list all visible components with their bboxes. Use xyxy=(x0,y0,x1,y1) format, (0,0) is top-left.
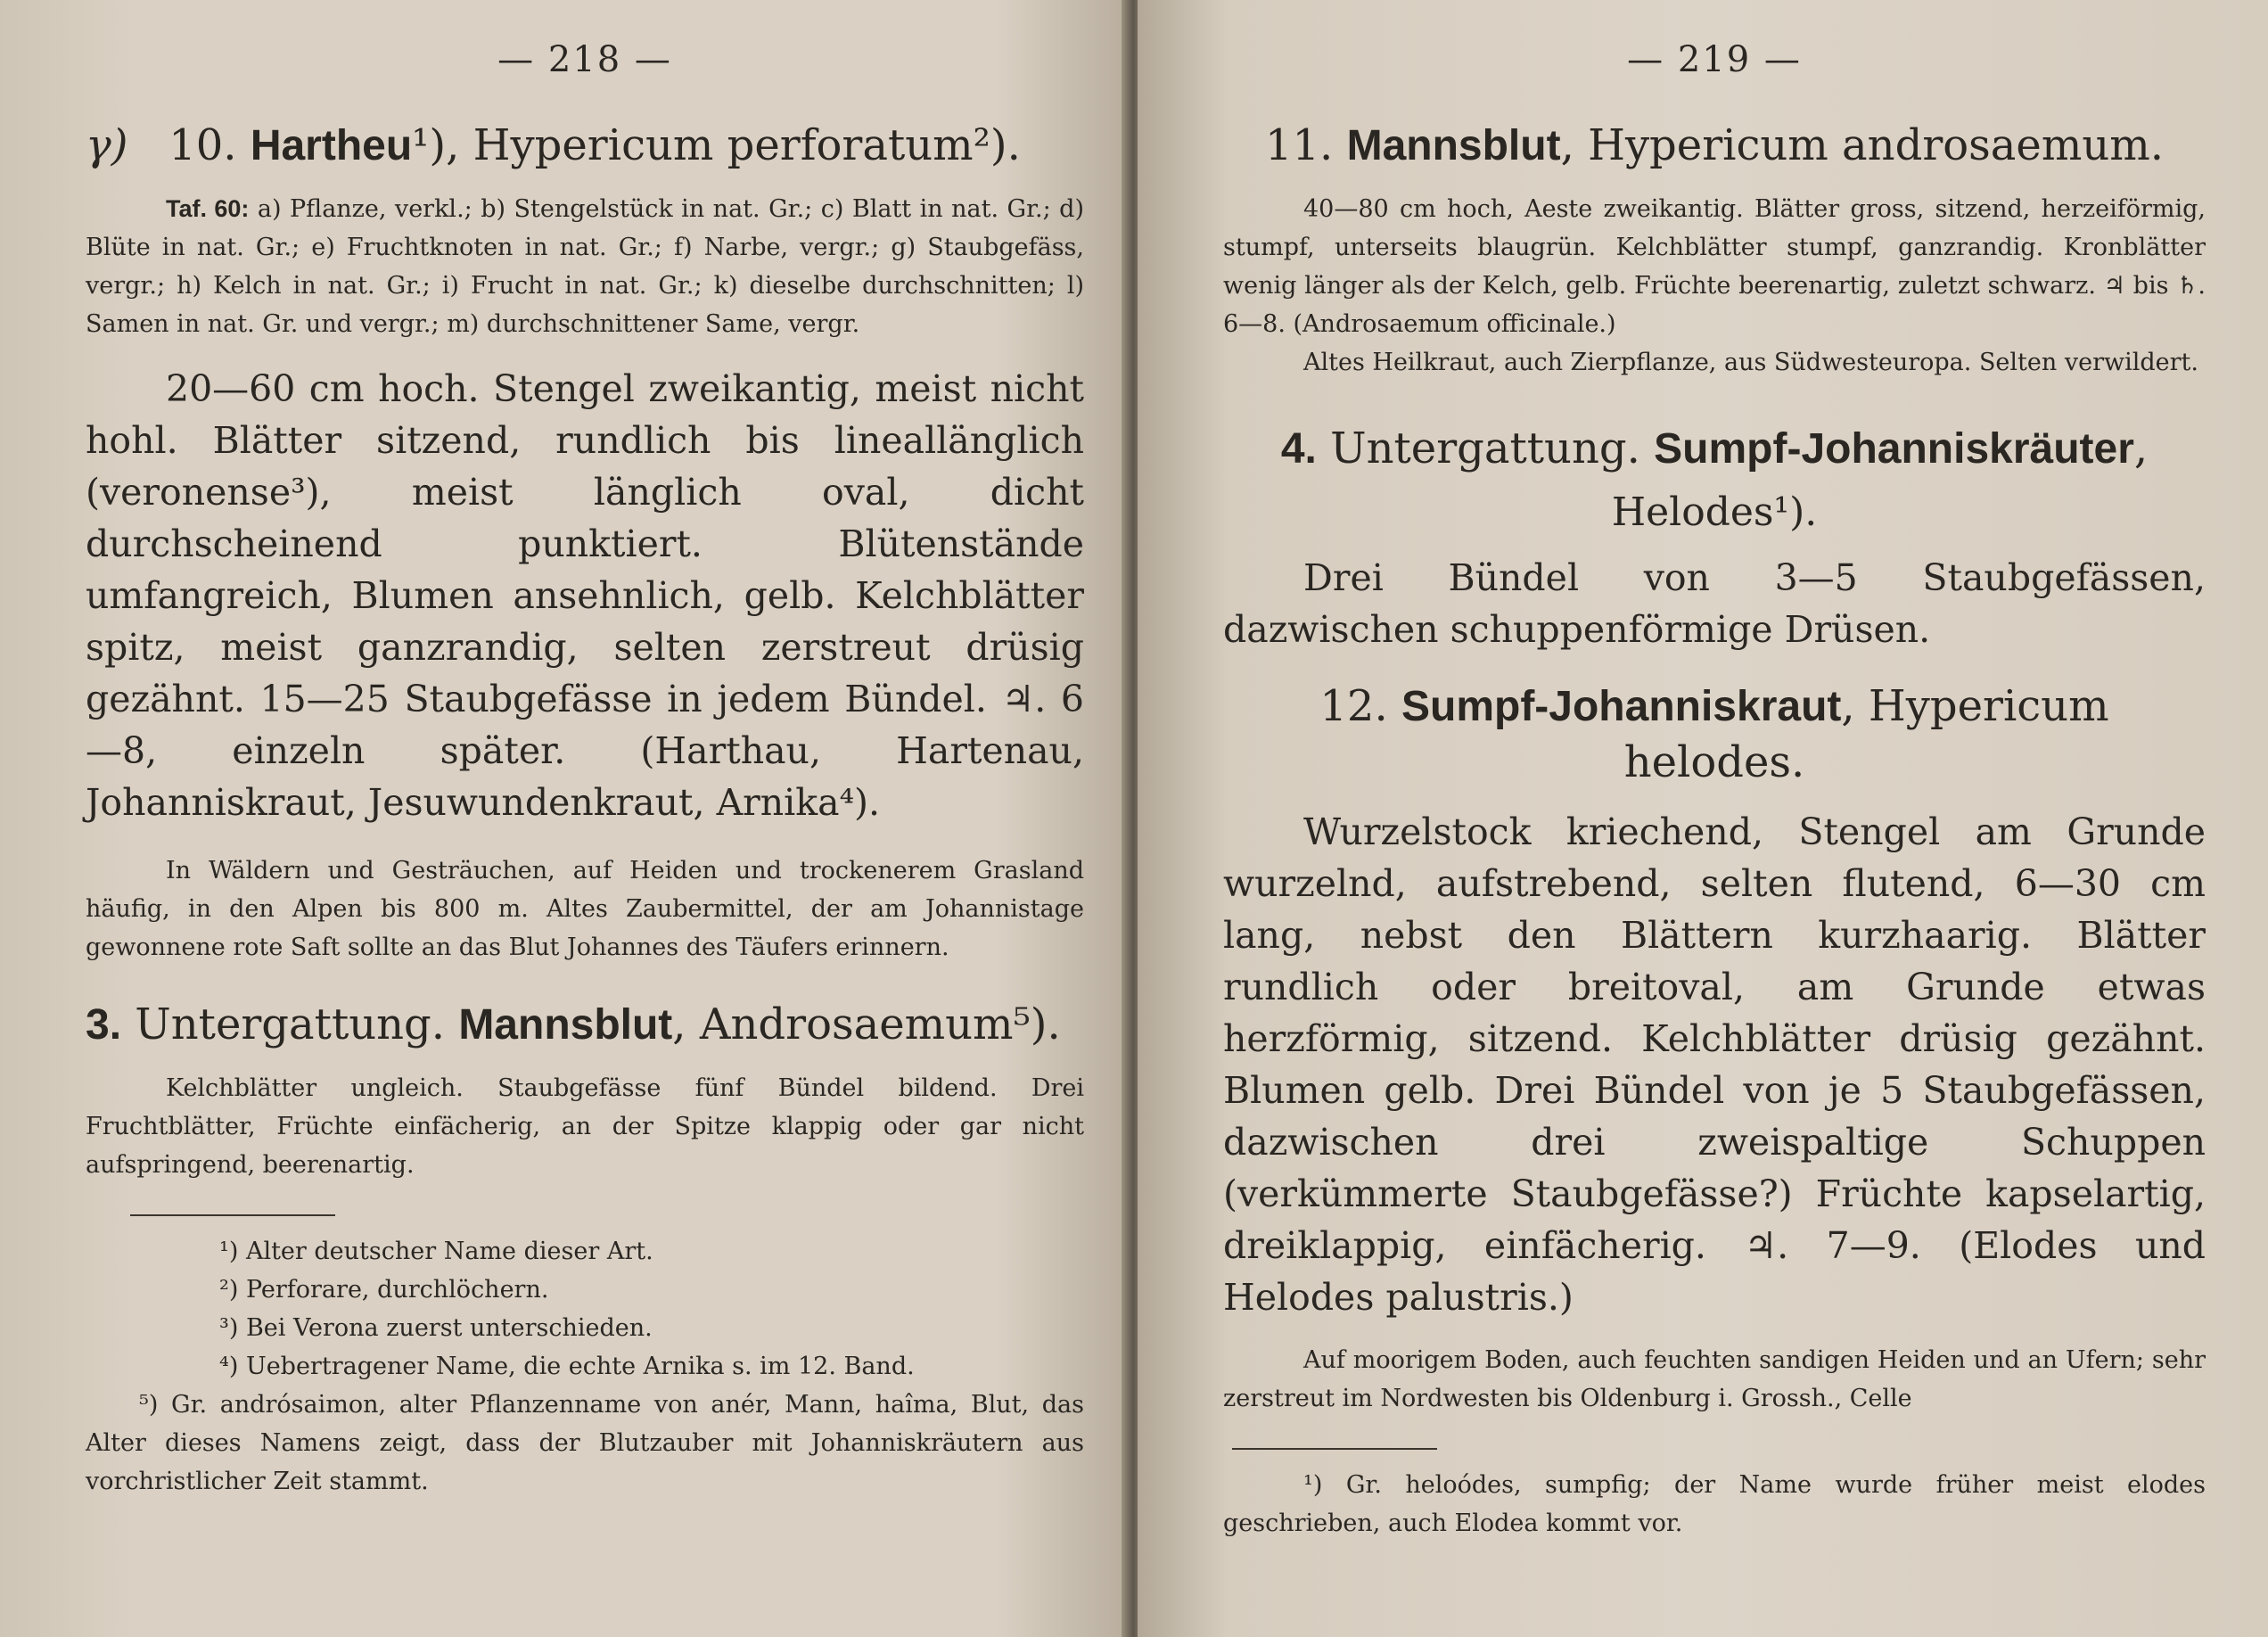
description-mannsblut: 40—80 cm hoch, Aeste zweikantig. Blätter gross, sitzend, herzeiförmig, stumpf, unterseits blaugrün. Kelchblätter stumpf, ganzrandig. Kronblätter wenig länger als der Kelch, gelb. Früchte beerenartig, zuletzt schwarz. ♃ bis ♄. 6—8. (Androsaemum officinale.) xyxy=(1223,195,2206,338)
footnote-right-1: ¹) Gr. heloódes, sumpfig; der Name wurde früher meist elodes geschrieben, auch Elodea kommt vor. xyxy=(1223,1471,2206,1537)
footnote-2: ²) Perforare, durchlöchern. xyxy=(219,1276,549,1304)
section-4-rest: , xyxy=(2133,424,2149,473)
plate-label: Taf. 60: xyxy=(166,195,250,222)
description-sumpf-johanniskraut: Wurzelstock kriechend, Stengel am Grunde wurzelnd, aufstrebend, selten flutend, 6—30 cm lang, nebst den Blättern kurzhaarig. Blätter rundlich oder breitoval, am Grunde etwas herzförmig, sitzend. Kelchblätter drüsig gezähnt. Blumen gelb. Drei Bündel von je 5 Staubgefässen, dazwischen drei zweispaltige Schuppen (verkümmerte Staubgefässe?) Früchte kapselartig, dreiklappig, einfächerig. ♃. 7—9. (Elodes und Helodes palustris.) xyxy=(1223,810,2206,1319)
section-3-pre: Untergattung. xyxy=(135,999,446,1049)
heading-hartheu xyxy=(86,118,1084,174)
section-3-name: Mannsblut xyxy=(458,1001,673,1049)
section-4-name: Sumpf-Johanniskräuter xyxy=(1654,425,2134,473)
section-4-number: 4. xyxy=(1280,425,1317,473)
page-number-left: — 218 — xyxy=(497,39,672,80)
section-4-heading xyxy=(1223,421,2206,477)
footnote-rule-right xyxy=(1232,1448,1437,1450)
footnote-4: ⁴) Uebertragener Name, die echte Arnika s. im 12. Band. xyxy=(219,1353,915,1380)
footnote-rule xyxy=(130,1214,335,1216)
heading-mannsblut xyxy=(1223,118,2206,174)
habitat-hartheu: In Wäldern und Gesträuchen, auf Heiden und trockenerem Grasland häufig, in den Alpen bis 800 m. Altes Zaubermittel, der am Johannistage gewonnene rote Saft sollte an das Blut Johannes des Täufers erinnern. xyxy=(86,857,1084,961)
section-4-pre: Untergattung. xyxy=(1330,424,1640,473)
heading-12-rest: , Hypericum helodes. xyxy=(1623,681,2109,787)
description-hartheu: 20—60 cm hoch. Stengel zweikantig, meist nicht hohl. Blätter sitzend, rundlich bis lineallänglich (veronense³), meist länglich oval, dicht durchscheinend punktiert. Blütenstände umfangreich, Blumen ansehnlich, gelb. Kelchblätter spitz, meist ganzrandig, selten zerstreut drüsig gezähnt. 15—25 Staubgefässe in jedem Bündel. ♃. 6—8, einzeln später. (Harthau, Hartenau, Johanniskraut, Jesuwundenkraut, Arnika⁴). xyxy=(86,367,1084,824)
heading-11-name: Mannsblut xyxy=(1346,122,1561,169)
plate-text: a) Pflanze, verkl.; b) Stengelstück in nat. Gr.; c) Blatt in nat. Gr.; d) Blüte in nat. Gr.; e) Fruchtknoten in nat. Gr.; f) Narbe, vergr.; g) Staubgefäss, vergr.; h) Kelch in nat. Gr.; i) Frucht in nat. Gr.; k) dieselbe durchschnitten; l) Samen in nat. Gr. und vergr.; m) durchschnittener Same, vergr. xyxy=(86,195,1084,338)
footnote-1: ¹) Alter deutscher Name dieser Art. xyxy=(219,1238,653,1265)
heading-name: Hartheu xyxy=(250,122,413,169)
heading-11-number: 11. xyxy=(1264,120,1334,170)
page-number-right: — 219 — xyxy=(1627,39,1802,80)
section-4-subtitle: Helodes¹). xyxy=(1611,489,1818,535)
footnote-3: ³) Bei Verona zuerst unterschieden. xyxy=(219,1314,653,1342)
section-3-text: Kelchblätter ungleich. Staubgefässe fünf Bündel bildend. Drei Fruchtblätter, Früchte einfächerig, an der Spitze klappig oder gar nicht aufspringend, beerenartig. xyxy=(86,1074,1084,1179)
margin-mark: γ) xyxy=(86,120,128,170)
right-page xyxy=(1138,0,2268,1637)
footnote-5: ⁵) Gr. andrósaimon, alter Pflanzenname von anér, Mann, haîma, Blut, das Alter dieses Namens zeigt, dass der Blutzauber mit Johanniskräutern aus vorchristlicher Zeit stammt. xyxy=(86,1391,1084,1495)
heading-12-number: 12. xyxy=(1319,681,1388,731)
habitat-mannsblut: Altes Heilkraut, auch Zierpflanze, aus Südwesteuropa. Selten verwildert. xyxy=(1303,349,2198,376)
section-3-number: 3. xyxy=(86,1001,122,1049)
heading-number: 10. xyxy=(168,120,237,170)
left-page xyxy=(0,0,1130,1637)
heading-12-name: Sumpf-Johanniskraut xyxy=(1401,683,1842,730)
section-3-heading xyxy=(86,997,1084,1053)
habitat-sumpf-johanniskraut: Auf moorigem Boden, auch feuchten sandigen Heiden und an Ufern; sehr zerstreut im Nordwesten bis Oldenburg i. Grossh., Celle xyxy=(1223,1346,2206,1412)
heading-11-rest: , Hypericum androsaemum. xyxy=(1560,120,2165,170)
section-4-text: Drei Bündel von 3—5 Staubgefässen, dazwischen schuppenförmige Drüsen. xyxy=(1223,556,2206,651)
heading-sumpf-johanniskraut xyxy=(1223,679,2206,790)
section-3-rest: , Androsaemum⁵). xyxy=(672,999,1061,1049)
heading-rest: ¹), Hypericum perforatum²). xyxy=(412,120,1021,170)
plate-description xyxy=(86,190,1084,343)
